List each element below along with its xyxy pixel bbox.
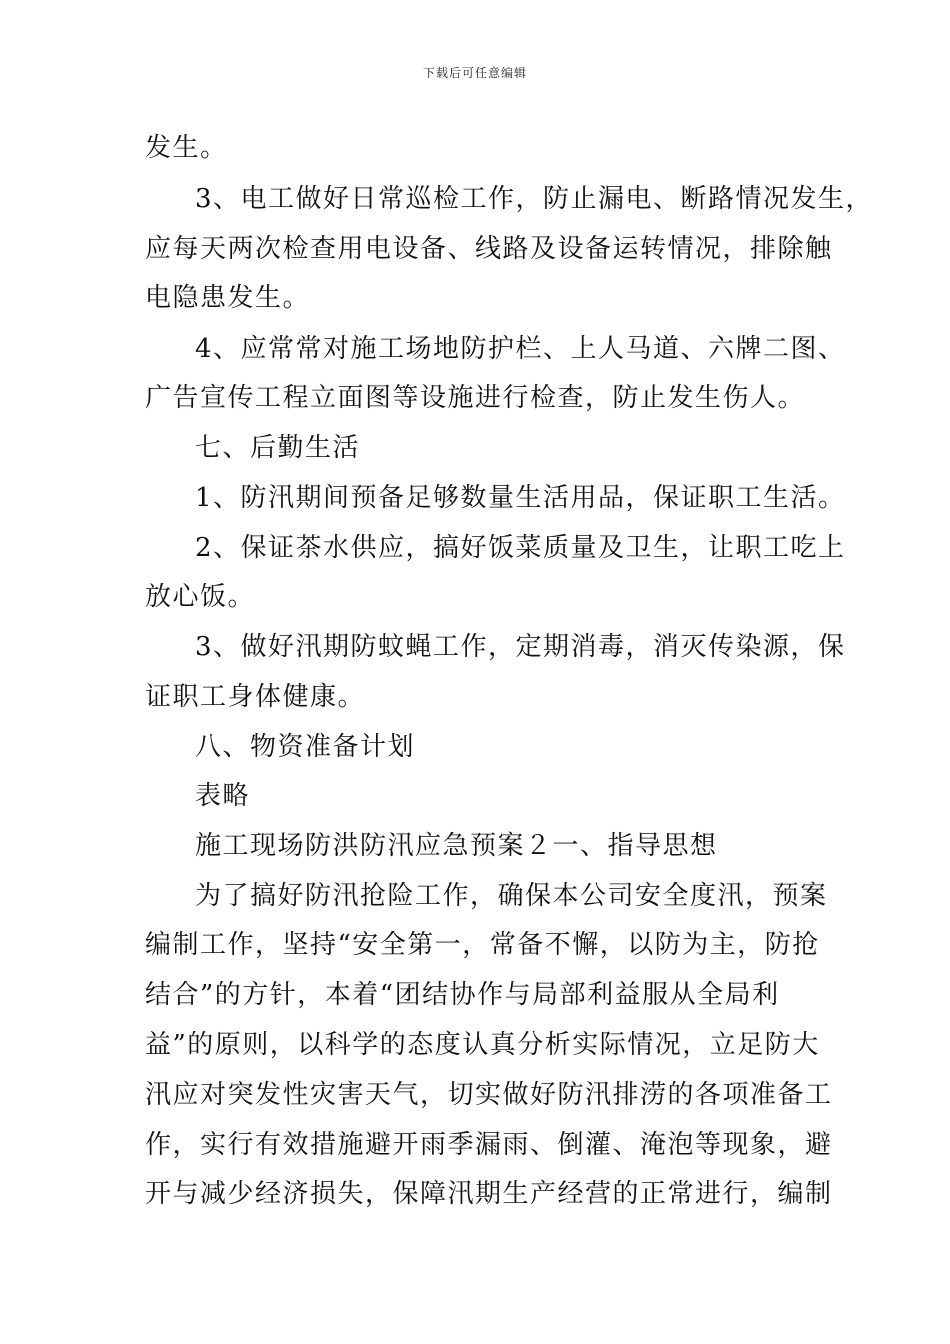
text-line: 作，实行有效措施避开雨季漏雨、倒灌、淹泡等现象，避 (145, 1130, 833, 1160)
section-heading: 八、物资准备计划 (195, 732, 416, 762)
text-line: 为了搞好防汛抢险工作，确保本公司安全度汛，预案 (195, 881, 828, 911)
section-heading: 施工现场防洪防汛应急预案２一、指导思想 (195, 831, 718, 861)
text-line: 编制工作，坚持“安全第一，常备不懈，以防为主，防抢 (145, 930, 820, 960)
text-line: 益”的原则，以科学的态度认真分析实际情况，立足防大 (145, 1030, 820, 1060)
text-line: 应每天两次检查用电设备、线路及设备运转情况，排除触 (145, 234, 833, 264)
text-line: 3、做好汛期防蚊蝇工作，定期消毒，消灭传染源，保 (195, 632, 846, 662)
text-line: 放心饭。 (145, 582, 256, 612)
section-heading: 七、后勤生活 (195, 433, 361, 463)
text-line: 发生。 (145, 133, 228, 163)
text-line: 汛应对突发性灾害天气，切实做好防汛排涝的各项准备工 (145, 1080, 833, 1110)
text-line: 2、保证茶水供应，搞好饭菜质量及卫生，让职工吃上 (195, 533, 846, 563)
text-line: 广告宣传工程立面图等设施进行检查，防止发生伤人。 (145, 383, 806, 413)
page-header-note: 下载后可任意编辑 (422, 66, 527, 80)
text-line: 开与减少经济损失，保障汛期生产经营的正常进行，编制 (145, 1179, 833, 1209)
text-line: 结合”的方针，本着“团结协作与局部利益服从全局利 (145, 980, 780, 1010)
text-line: 3、电工做好日常巡检工作，防止漏电、断路情况发生， (195, 184, 874, 214)
text-line: 电隐患发生。 (145, 283, 311, 313)
text-line: 证职工身体健康。 (145, 682, 366, 712)
text-line: 4、应常常对施工场地防护栏、上人马道、六牌二图、 (195, 334, 846, 364)
text-line: 1、防汛期间预备足够数量生活用品，保证职工生活。 (195, 483, 846, 513)
text-line: 表略 (195, 781, 251, 811)
